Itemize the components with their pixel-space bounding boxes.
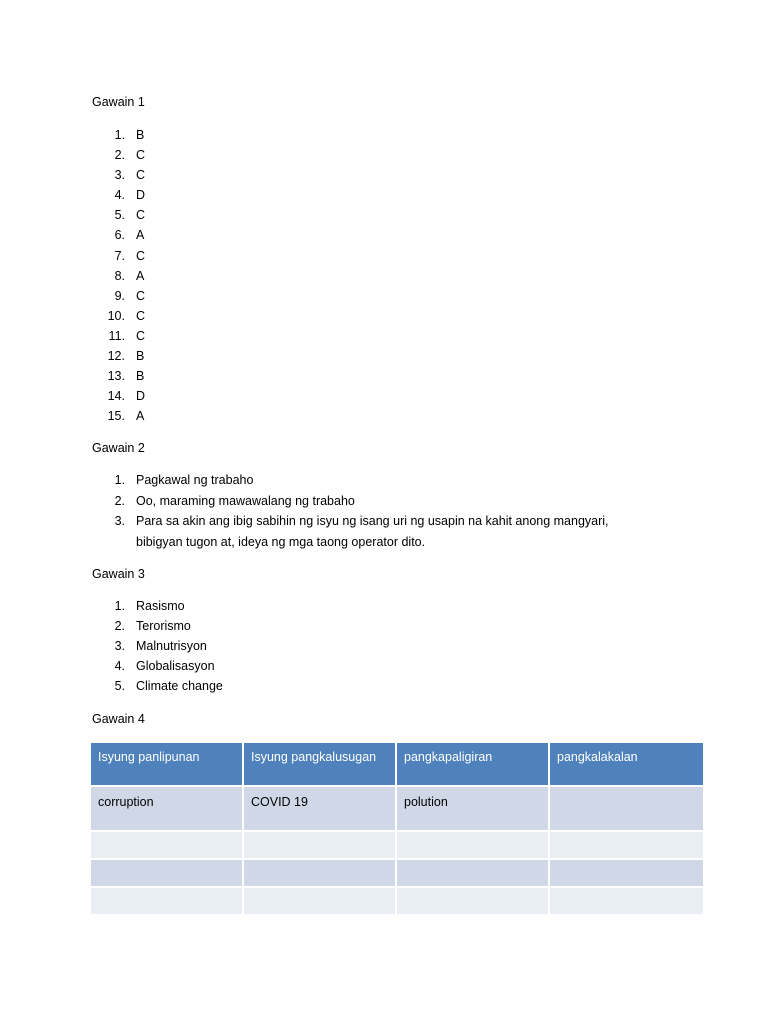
item-number: 1. — [114, 128, 125, 142]
item-number: 4. — [114, 659, 125, 674]
table-cell — [244, 832, 397, 860]
item-number: 1. — [114, 599, 125, 613]
table-cell — [397, 832, 550, 860]
table-row — [91, 888, 703, 916]
table-row — [91, 832, 703, 860]
header-cell-pangkalakalan: pangkalakalan — [550, 743, 703, 787]
item-number: 6. — [114, 228, 125, 243]
item-text: C — [136, 148, 146, 163]
item-text: Oo, maraming mawawalang ng trabaho — [136, 493, 355, 508]
item-text: C — [136, 288, 146, 303]
table-cell — [397, 860, 550, 888]
list-item — [92, 165, 692, 185]
gawain-4-heading: Gawain 4 — [92, 712, 145, 726]
item-number: 13. — [107, 369, 125, 384]
table-cell — [244, 860, 397, 888]
item-number: 9. — [114, 288, 125, 303]
item-number: 14. — [107, 389, 125, 404]
item-number: 5. — [114, 208, 125, 223]
table-header-row — [91, 743, 703, 787]
item-text: A — [136, 268, 145, 283]
list-item — [92, 286, 692, 306]
item-text: A — [136, 228, 145, 243]
item-number: 3. — [114, 639, 125, 654]
item-number: 5. — [114, 679, 125, 694]
item-number: 12. — [107, 349, 125, 364]
item-text: B — [136, 349, 145, 364]
list-item — [92, 656, 692, 676]
list-item — [92, 225, 692, 245]
item-number: 7. — [114, 248, 125, 263]
item-text: C — [136, 328, 146, 343]
item-text: Rasismo — [136, 599, 185, 613]
item-number: 2. — [114, 619, 125, 634]
table-cell — [550, 787, 703, 832]
table-cell — [91, 888, 244, 916]
item-text: D — [136, 188, 146, 203]
gawain-1-list — [92, 125, 692, 426]
table-row — [91, 860, 703, 888]
table-cell — [397, 888, 550, 916]
item-text: D — [136, 389, 146, 404]
gawain-1-heading: Gawain 1 — [92, 95, 145, 109]
table-cell — [91, 832, 244, 860]
header-cell-isyung-panlipunan: Isyung panlipunan — [91, 743, 244, 787]
table-cell: polution — [397, 787, 550, 832]
table-cell — [550, 860, 703, 888]
header-cell-pangkapaligiran: pangkapaligiran — [397, 743, 550, 787]
gawain-3-list — [92, 596, 692, 696]
table-row — [91, 787, 703, 832]
list-item — [92, 306, 692, 326]
list-item — [92, 636, 692, 656]
item-text: Para sa akin ang ibig sabihin ng isyu ng isang uri ng usapin na kahit anong mangyari, bibigyan tugon at, ideya ng mga taong operator dito. — [136, 514, 609, 549]
list-item — [92, 366, 692, 386]
table-cell: corruption — [91, 787, 244, 832]
list-item — [92, 145, 692, 165]
item-number: 2. — [114, 493, 125, 508]
list-item — [92, 676, 692, 696]
list-item — [92, 386, 692, 406]
item-number: 2. — [114, 148, 125, 163]
item-number: 15. — [107, 409, 125, 424]
table-cell: COVID 19 — [244, 787, 397, 832]
list-item — [92, 470, 692, 491]
list-item — [92, 511, 692, 552]
list-item — [92, 326, 692, 346]
item-text: B — [136, 369, 145, 384]
list-item — [92, 205, 692, 225]
header-cell-isyung-pangkalusugan: Isyung pangkalusugan — [244, 743, 397, 787]
item-text: Globalisasyon — [136, 659, 215, 674]
gawain-2-list — [92, 470, 692, 552]
table-cell — [550, 888, 703, 916]
item-text: C — [136, 248, 146, 263]
table-cell — [244, 888, 397, 916]
table-cell — [91, 860, 244, 888]
item-number: 4. — [114, 188, 125, 203]
list-item — [92, 616, 692, 636]
list-item — [92, 246, 692, 266]
item-number: 10. — [107, 308, 125, 323]
list-item — [92, 266, 692, 286]
list-item — [92, 406, 692, 426]
item-number: 1. — [114, 473, 125, 487]
item-text: Malnutrisyon — [136, 639, 207, 654]
item-text: C — [136, 308, 146, 323]
item-text: Climate change — [136, 679, 223, 694]
list-item — [92, 346, 692, 366]
list-item — [92, 185, 692, 205]
item-text: B — [136, 128, 145, 142]
table-cell — [550, 832, 703, 860]
item-text: A — [136, 409, 145, 424]
item-text: C — [136, 168, 146, 183]
item-number: 11. — [108, 328, 125, 343]
list-item — [92, 125, 692, 145]
gawain-3-heading: Gawain 3 — [92, 567, 145, 581]
item-text: Terorismo — [136, 619, 191, 634]
item-number: 8. — [114, 268, 125, 283]
gawain-4-table — [91, 743, 703, 916]
gawain-2-heading: Gawain 2 — [92, 441, 145, 455]
item-text: C — [136, 208, 146, 223]
item-text: Pagkawal ng trabaho — [136, 473, 254, 487]
item-number: 3. — [114, 168, 125, 183]
list-item — [92, 491, 692, 512]
item-number: 3. — [114, 514, 125, 528]
list-item — [92, 596, 692, 616]
